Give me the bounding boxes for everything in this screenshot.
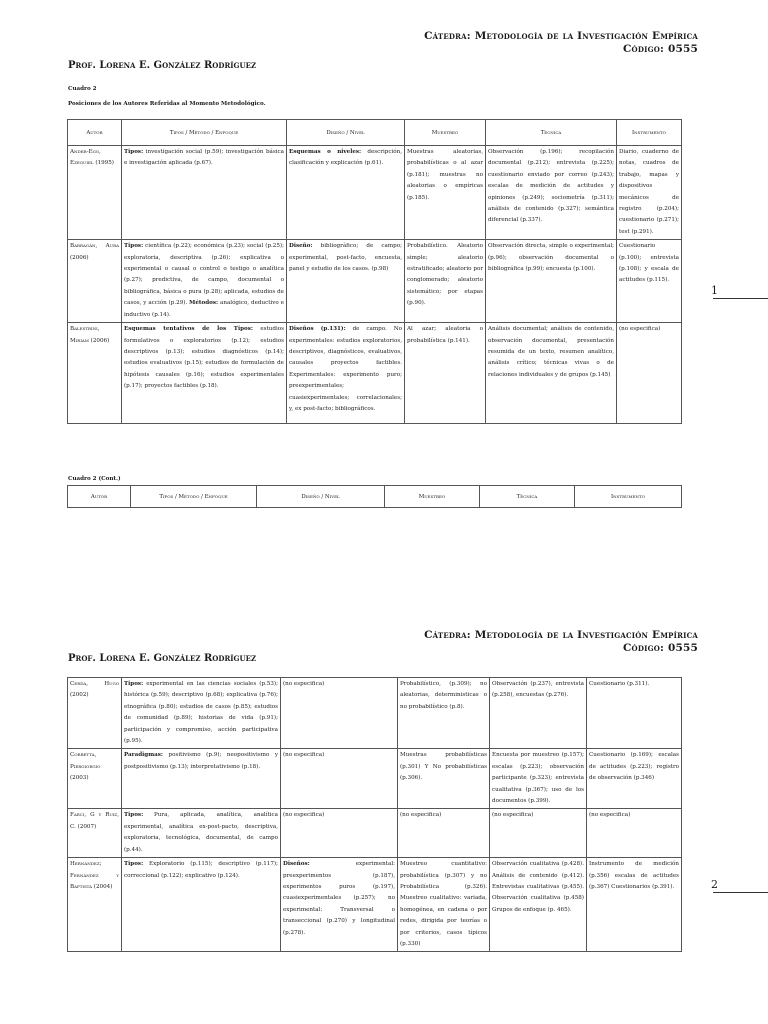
diseno-text: de campo. No experimentales: estudios exploratorios, descriptivos, diagnósticos, evaluativos, causales proyectos factibles. Experimentales: experimento puro; preexperimentales; cuasiexperimentales; correlacionales; y, ex post-facto; bibliográficos. xyxy=(289,326,402,412)
diseno-cell xyxy=(287,240,405,323)
header-catedra: Cátedra: Metodología de la Investigación Empírica xyxy=(424,30,698,42)
tecnica-cell: Observación (p.237), entrevista (p.258), encuestas (p.276). xyxy=(490,678,587,749)
diseno-text: bibliográfico; de campo; experimental, post-facto, encuesta, panel y estudio de los casos. (p.98) xyxy=(289,243,402,273)
tipos-label: Esquemas tentativos de los Tipos: xyxy=(124,326,253,333)
tipos-cell xyxy=(122,323,287,424)
metodos-text: analógico, deductivo e inductivo (p.14). xyxy=(124,300,284,318)
metodos-label: Métodos: xyxy=(189,300,219,307)
diseno-cell: (no especifica) xyxy=(281,749,398,809)
tipos-label: Tipos: xyxy=(124,861,144,868)
professor-name: Prof. Lorena E. González Rodríguez xyxy=(68,60,257,71)
author-cell: Barragán, Aura (2006) xyxy=(68,240,122,323)
diseno-text: descripción, clasificación y explicación (p.61). xyxy=(289,149,403,167)
table-row xyxy=(68,858,682,952)
muestreo-cell: Probabilístico, (p.309); no aleatorias, deterministicas o no probabilístico (p.8). xyxy=(398,678,490,749)
col-header-tecnica: Técnica xyxy=(486,120,617,146)
tipos-cell xyxy=(122,749,281,809)
page-number-rule xyxy=(713,892,768,893)
col-header-muestreo: Muestreo xyxy=(405,120,486,146)
muestreo-cell: (no especifica) xyxy=(398,809,490,858)
table-row xyxy=(68,323,682,424)
tipos-cell xyxy=(122,678,281,749)
tipos-text: Pura, aplicada, analítica, analítica experimental, analítica ex-post-pacto, descriptiva, exploratoria, tecnológica, documental, de campo (p.44). xyxy=(124,812,278,853)
cuadro-subtitle: Posiciones de los Autores Referidas al Momento Metodológico. xyxy=(68,101,266,107)
col-header-diseno: Diseño / Nivel xyxy=(257,486,385,508)
col-header-autor: Autor xyxy=(68,486,131,508)
muestreo-cell: Muestreo cuantitativo: probabilística (p.307) y no Probabilística (p.326). Muestreo cualitativo: variada, homogénea, en cadena o por redes, dirigida por teorías o por criterios, casos típicos (p.330) xyxy=(398,858,490,952)
header-codigo: Código: 0555 xyxy=(622,642,698,654)
professor-name: Prof. Lorena E. González Rodríguez xyxy=(68,653,257,664)
page-number: 2 xyxy=(711,878,718,891)
table-row xyxy=(68,240,682,323)
tipos-cell xyxy=(122,240,287,323)
author-cell: Balestrini, Miriam (2006) xyxy=(68,323,122,424)
muestreo-cell: Probabilístico. Aleatorio simple; aleatorio estratificado; aleatorio por conglomerado; aleatorio sistemático; por etapas (p.90). xyxy=(405,240,486,323)
page-number-rule xyxy=(713,298,768,299)
col-header-tecnica: Técnica xyxy=(480,486,575,508)
instrumento-cell: Diario, cuaderno de notas, cuadros de trabajo, mapas y dispositivos mecánicos de registro (p.204); cuestionario (p.271); test (p.291). xyxy=(617,146,682,240)
author-cell: Corbetta, Piergiorgio (2003) xyxy=(68,749,122,809)
tipos-label: Tipos: xyxy=(124,243,144,250)
tipos-label: Tipos: xyxy=(124,149,144,155)
table-row xyxy=(68,678,682,749)
diseno-cell xyxy=(287,146,405,240)
author-cell: Farci, G y Ruiz, C. (2007) xyxy=(68,809,122,858)
table-row xyxy=(68,809,682,858)
tipos-cell xyxy=(122,809,281,858)
tecnica-cell: Observación directa, simple o experimental; (p.96); observación documental o bibliográfica (p.99); encuesta (p.100). xyxy=(486,240,617,323)
tecnica-cell: Encuesta por muestreo (p.157); escalas (p.223); observación participante (p.323); entrevista cualitativa (p.367); uso de los documentos (p.399). xyxy=(490,749,587,809)
diseno-label: Esquemas o niveles: xyxy=(289,149,362,155)
table-row xyxy=(68,146,682,240)
diseno-cell xyxy=(287,323,405,424)
tecnica-cell: Observación (p.196); recopilación documental (p.212); entrevista (p.225); cuestionario enviado por correo (p.243); escalas de medición de actitudes y opiniones (p.249); sociometría (p.311); análisis de contenido (p.327); semántica diferencial (p.337). xyxy=(486,146,617,240)
tipos-text: experimental en las ciencias sociales (p.53); histórica (p.59); descriptivo (p.68); explicativa (p.76); etnográfica (p.80); estudios de casos (p.85); estudios de comunidad (p.89); historias de vida (p.91); participación y compromiso, acción participativa (p.95). xyxy=(124,681,278,745)
col-header-tipos: Tipos / Método / Enfoque xyxy=(122,120,287,146)
table-row xyxy=(68,749,682,809)
muestreo-cell: Muestras aleatorias, probabilísticas o al azar (p.181); muestras no aleatorias o empíricas (p.185). xyxy=(405,146,486,240)
page-number: 1 xyxy=(711,284,718,297)
tipos-text: positivismo (p.9); neopositivismo y postpositivismo (p.13); interpretativismo (p.18). xyxy=(124,752,278,770)
tecnica-cell: Análisis documental; análisis de contenido, observación documental, presentación resumida de un texto, resumen analítico, análisis crítico; técnicas vivas o de relaciones individuales y de grupos (p.145) xyxy=(486,323,617,424)
table-header-row xyxy=(68,120,682,146)
instrumento-cell: (no especifica) xyxy=(587,809,682,858)
diseno-cell: (no especifica) xyxy=(281,809,398,858)
table-cuadro-2-page2 xyxy=(67,677,682,952)
instrumento-cell: Cuestionario (p.100); entrevista (p.108); y escala de actitudes (p.115). xyxy=(617,240,682,323)
cuadro-title: Cuadro 2 xyxy=(68,86,97,92)
col-header-instrumento: Instrumento xyxy=(575,486,682,508)
instrumento-cell: (no especifica) xyxy=(617,323,682,424)
header-catedra: Cátedra: Metodología de la Investigación Empírica xyxy=(424,629,698,641)
diseno-label: Diseños (p.131): xyxy=(289,326,346,333)
tipos-cell xyxy=(122,858,281,952)
tecnica-cell: Observación cualitativa (p.428). Análisis de contenido (p.412). Entrevistas cualitativas (p.455). Observación cualitativa (p.458) Grupos de enfoque (p. 465). xyxy=(490,858,587,952)
instrumento-cell: Cuestionario (p.169); escalas de actitudes (p.223); registro de observación (p.346) xyxy=(587,749,682,809)
col-header-instrumento: Instrumento xyxy=(617,120,682,146)
author-cell: Hernández; Fernández y Baptista (2004) xyxy=(68,858,122,952)
tipos-text: investigación social (p.59); investigación básica e investigación aplicada (p.67). xyxy=(124,149,284,167)
col-header-diseno: Diseño / Nivel xyxy=(287,120,405,146)
col-header-muestreo: Muestreo xyxy=(385,486,480,508)
diseno-label: Diseños: xyxy=(283,861,310,868)
col-header-tipos: Tipos / Método / Enfoque xyxy=(131,486,257,508)
muestreo-cell: Al azar; aleatoria o probabilística (p.141). xyxy=(405,323,486,424)
cuadro-cont-title: Cuadro 2 (Cont.) xyxy=(68,476,121,482)
diseno-cell: (no especifica) xyxy=(281,678,398,749)
table-cuadro-2-cont xyxy=(67,485,682,508)
header-codigo: Código: 0555 xyxy=(622,43,698,55)
author-cell: Ander-Egg, Ezequiel (1995) xyxy=(68,146,122,240)
tipos-label: Tipos: xyxy=(124,681,144,687)
diseno-label: Diseño: xyxy=(289,243,313,250)
tipos-text: científica (p.22); económica (p.23); social (p.25); exploratoria, descriptiva (p.26); explicativa o experimental o causal o control o testigo o analítica (p.27); predictiva, de campo, documental o bibliográfica, básica o pura (p.28); aplicada, estudios de casos, y acción (p.29). xyxy=(124,243,284,307)
tipos-cell xyxy=(122,146,287,240)
diseno-text: experimental: preexperimentos (p.187), experimentos puros (p.197), cuasiexperimentales (p.257); no experimental: Transversal o transeccional (p.270) y longitudinal (p.278). xyxy=(283,861,395,936)
table-cuadro-2 xyxy=(67,119,682,424)
diseno-cell xyxy=(281,858,398,952)
author-cell: Cerda, Hugo (2002) xyxy=(68,678,122,749)
tipos-text: Exploratorio (p.115); descriptivo (p.117); correccional (p.122); explicativo (p.124). xyxy=(124,861,278,879)
instrumento-cell: Cuestionario (p.311). xyxy=(587,678,682,749)
tipos-text: estudios formulativos o exploratorios (p.12); estudios descriptivos (p.13); estudios diagnósticos (p.14); estudios evaluativos (p.15); estudios de formulación de hipótesis causales (p.16); estudios experimentales (p.17); proyectos factibles (p.18). xyxy=(124,326,284,390)
tipos-label: Tipos: xyxy=(124,812,144,819)
tipos-label: Paradigmas: xyxy=(124,752,163,759)
instrumento-cell: Instrumento de medición (p.356) escalas de actitudes (p.367) Cuestionarios (p.391). xyxy=(587,858,682,952)
col-header-autor: Autor xyxy=(68,120,122,146)
table-header-row xyxy=(68,486,682,508)
tecnica-cell: (no especifica) xyxy=(490,809,587,858)
muestreo-cell: Muestras probabilísticas (p.301) Y No probabilísticas (p.306). xyxy=(398,749,490,809)
